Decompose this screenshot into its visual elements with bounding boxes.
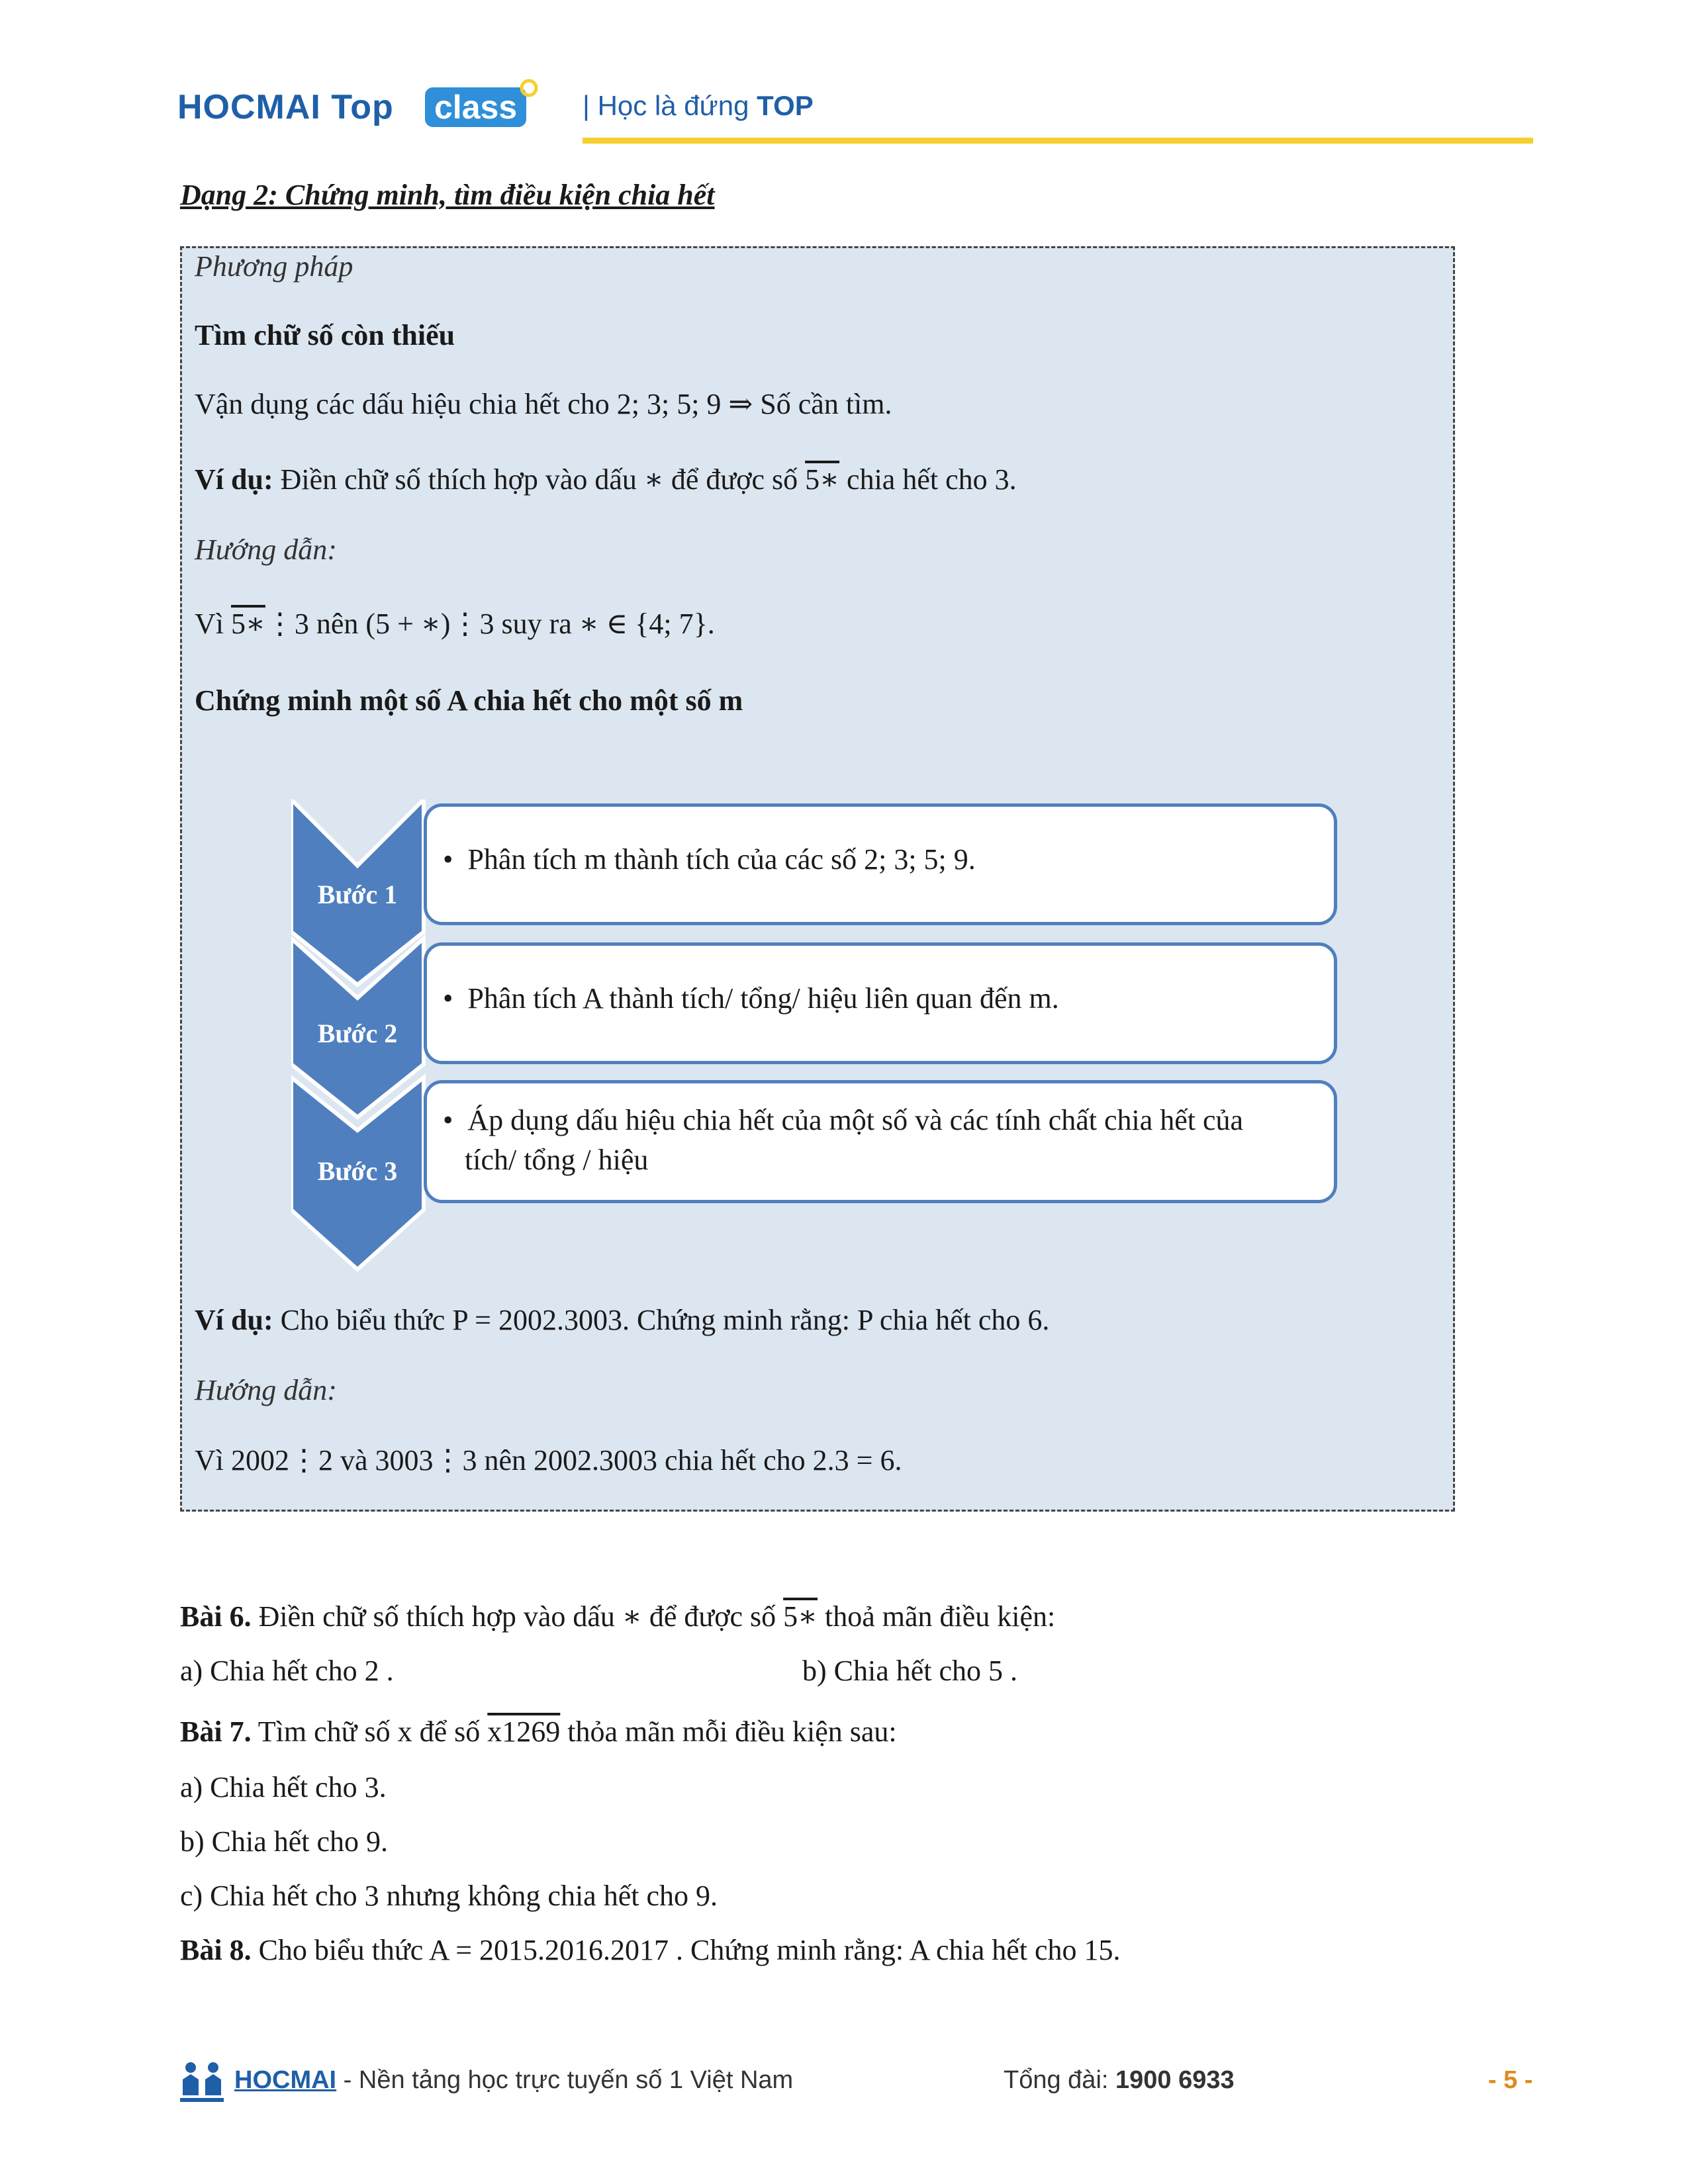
exercise-7-b: b) Chia hết cho 9.	[180, 1825, 389, 1858]
footer-brand-link[interactable]: HOCMAI	[234, 2066, 337, 2094]
exercise-6-b: b) Chia hết cho 5 .	[802, 1655, 1018, 1687]
step-1-text: • Phân tích m thành tích của các số 2; 3; 5; 9.	[443, 843, 976, 876]
step-3-text: • Áp dụng dấu hiệu chia hết của một số và các tính chất chia hết của tích/ tổng / hiệu	[443, 1104, 1244, 1176]
step-2-card	[424, 942, 1337, 1064]
steps-diagram	[291, 799, 1350, 1273]
page-number: - 5 -	[1488, 2066, 1533, 2094]
exercise-6-a: a) Chia hết cho 2 .	[180, 1655, 394, 1687]
exercise-7-c: c) Chia hết cho 3 nhưng không chia hết cho 9.	[180, 1880, 718, 1912]
exercise-8: Bài 8. Cho biểu thức A = 2015.2016.2017 . Chứng minh rằng: A chia hết cho 15.	[180, 1934, 1121, 1966]
step-1-label: Bước 1	[317, 880, 398, 909]
guide-1-label: Hướng dẫn:	[195, 533, 337, 566]
step-2-text: • Phân tích A thành tích/ tổng/ hiệu liên quan đến m.	[443, 982, 1059, 1015]
footer-hotline: Tổng đài: 1900 6933	[1004, 2066, 1235, 2094]
tagline: | Học là đứng TOP	[583, 90, 814, 121]
exercise-7: Bài 7. Tìm chữ số x để số x1269 thỏa mãn mỗi điều kiện sau:	[180, 1715, 897, 1748]
header-divider	[583, 138, 1533, 144]
example-1: Ví dụ: Điền chữ số thích hợp vào dấu ∗ để được số 5∗ chia hết cho 3.	[195, 463, 1017, 496]
footer-slogan: HOCMAI - Nền tảng học trực tuyến số 1 Việt Nam	[234, 2066, 794, 2094]
bullet-icon: •	[443, 982, 453, 1015]
logo-star-icon	[519, 78, 539, 98]
heading-find-digit: Tìm chữ số còn thiếu	[195, 319, 455, 351]
guide-2-label: Hướng dẫn:	[195, 1374, 337, 1406]
step-3-card	[424, 1080, 1337, 1203]
logo-hocmai-top: HOCMAI Top	[177, 88, 394, 126]
solution-1: Vì 5∗⋮3 nên (5 + ∗)⋮3 suy ra ∗ ∈ {4; 7}.	[195, 608, 715, 640]
bullet-icon: •	[443, 843, 453, 876]
footer	[179, 2058, 1536, 2111]
method-line-1: Vận dụng các dấu hiệu chia hết cho 2; 3; 5; 9 ⇒ Số cần tìm.	[195, 388, 892, 420]
section-title: Dạng 2: Chứng minh, tìm điều kiện chia hết	[180, 179, 715, 211]
example-2: Ví dụ: Cho biểu thức P = 2002.3003. Chứng minh rằng: P chia hết cho 6.	[195, 1304, 1050, 1336]
solution-2: Vì 2002⋮2 và 3003⋮3 nên 2002.3003 chia hết cho 2.3 = 6.	[195, 1444, 902, 1477]
bullet-icon: •	[443, 1104, 453, 1136]
exercise-6: Bài 6. Điền chữ số thích hợp vào dấu ∗ để được số 5∗ thoả mãn điều kiện:	[180, 1600, 1056, 1633]
step-1-card	[424, 803, 1337, 925]
exercise-7-a: a) Chia hết cho 3.	[180, 1771, 387, 1803]
step-2-label: Bước 2	[317, 1019, 398, 1048]
heading-prove-divisible: Chứng minh một số A chia hết cho một số m	[195, 684, 743, 717]
logo-class-badge: class	[425, 87, 526, 127]
step-3-label: Bước 3	[317, 1156, 398, 1186]
method-label: Phương pháp	[195, 250, 353, 283]
hocmai-logo-icon	[179, 2060, 225, 2103]
